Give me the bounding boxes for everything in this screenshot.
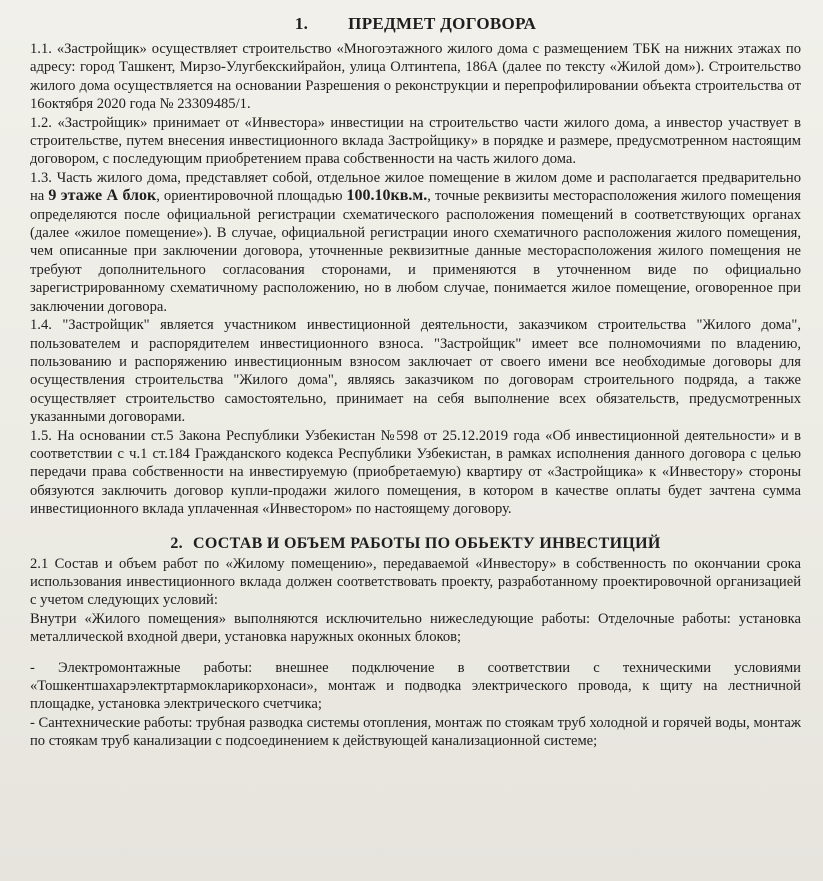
section-1-number: 1. bbox=[294, 14, 309, 33]
clause-1-3-text-start: 1.3. Часть жилого дома, представляет собой, отдельное жилое помещение в жилом доме и располагается предварительно на bbox=[30, 169, 801, 205]
section-1-heading bbox=[30, 14, 801, 34]
clause-2-1: 2.1 Состав и объем работ по «Жилому помещению», передаваемой «Инвестору» в собственность по окончании срока использования инвестиционного вклада должен соответствовать проекту, разработанному проектировочной организацией с учетом следующих условий: bbox=[30, 555, 801, 609]
clause-1-2: 1.2. «Застройщик» принимает от «Инвестора» инвестиции на строительство части жилого дома, а инвестор участвует в строительстве, путем внесения инвестиционного вклада Застройщику» в порядке и размере, предусмотренном настоящим договором, с последующим приобретением права собственности на часть жилого дома. bbox=[30, 114, 801, 168]
section-2-number: 2. bbox=[170, 534, 183, 552]
clause-1-4: 1.4. "Застройщик" является участником инвестиционной деятельности, заказчиком строительства "Жилого дома", пользователем и распорядителем инвестиционного взноса. "Застройщик" имеет все полномочиями по владению, пользованию и распоряжению инвестиционным взносом заключает от своего имени все необходимые договоры для осуществления строительства "Жилого дома", являясь заказчиком по договорам строительного подряда, а также осуществляет строительство самостоятельно, принимает на себя выполнение всех обязательств, предусмотренных указанными договорами. bbox=[30, 317, 801, 426]
clause-2-inside-works: Внутри «Жилого помещения» выполняются исключительно нижеследующие работы: Отделочные работы: установка металлической входной двери, установка наружных оконных блоков; bbox=[30, 610, 801, 646]
clause-1-3-area: 100.10кв.м. bbox=[346, 187, 428, 205]
bullet-plumbing-works: - Сантехнические работы: трубная разводка системы отопления, монтаж по стоякам труб холодной и горячей воды, монтаж по стоякам труб канализации с подсоединением к действующей канализационной системе; bbox=[30, 714, 801, 750]
clause-1-3-floor: 9 этаже А блок bbox=[48, 187, 157, 205]
clause-1-3-text-end: , точные реквизиты месторасположения жилого помещения определяются после официальной регистрации схематического расположения помещений в соответствующих органах (далее «жилое помещение»). В случае, официальной регистрации иного схематичного расположения жилого помещения, чем описанные при заключении договора, уточненные реквизитные данные месторасположения жилого помещения не требуют дополнительного согласования сторонами, и применяются в уточненном виде по официально зарегистрированному схематичному расположению, но в любом случае, понимается жилое помещение, оговоренное при заключении договора. bbox=[30, 188, 801, 315]
clause-1-3 bbox=[30, 169, 801, 316]
section-2-title: СОСТАВ И ОБЪЕМ РАБОТЫ ПО ОБЬЕКТУ ИНВЕСТИЦИЙ bbox=[192, 534, 661, 552]
clause-1-1: 1.1. «Застройщик» осуществляет строительство «Многоэтажного жилого дома с размещением ТБК на нижних этажах по адресу: город Ташкент, Мирзо-Улугбекскийрайон, улица Олтинтепа, 186А (далее по тексту «Жилой дом»). Строительство жилого дома осуществляется на основании Разрешения о реконструкции и перепрофилировании объекта строительства от 16октября 2020 года № 23309485/1. bbox=[30, 41, 801, 113]
clause-1-5: 1.5. На основании ст.5 Закона Республики Узбекистан №598 от 25.12.2019 года «Об инвестиционной деятельности» и в соответствии с ч.1 ст.184 Гражданского кодекса Республики Узбекистан, в рамках исполнения данного договора с целью передачи права собственности на инвестируемую (приобретаемую) квартиру от «Застройщика» к «Инвестору» стороны обязуются заключить договор купли-продажи жилого помещения, в котором в качестве оплаты будет зачтена сумма инвестиционного вклада уплаченная «Инвестором» по настоящему договору. bbox=[30, 427, 801, 518]
bullet-electrical-works: - Электромонтажные работы: внешнее подключение в соответствии с техническими условиями «Тошкентшахарэлектртармокларикорхонаси», монтаж и подводка электрического провода, к щиту на лестничной площадке, установка электрического счетчика; bbox=[30, 659, 801, 713]
section-1-title: ПРЕДМЕТ ДОГОВОРА bbox=[348, 14, 537, 33]
clause-1-3-text-mid: , ориентировочной площадью bbox=[156, 188, 347, 205]
section-2-heading bbox=[30, 535, 801, 553]
